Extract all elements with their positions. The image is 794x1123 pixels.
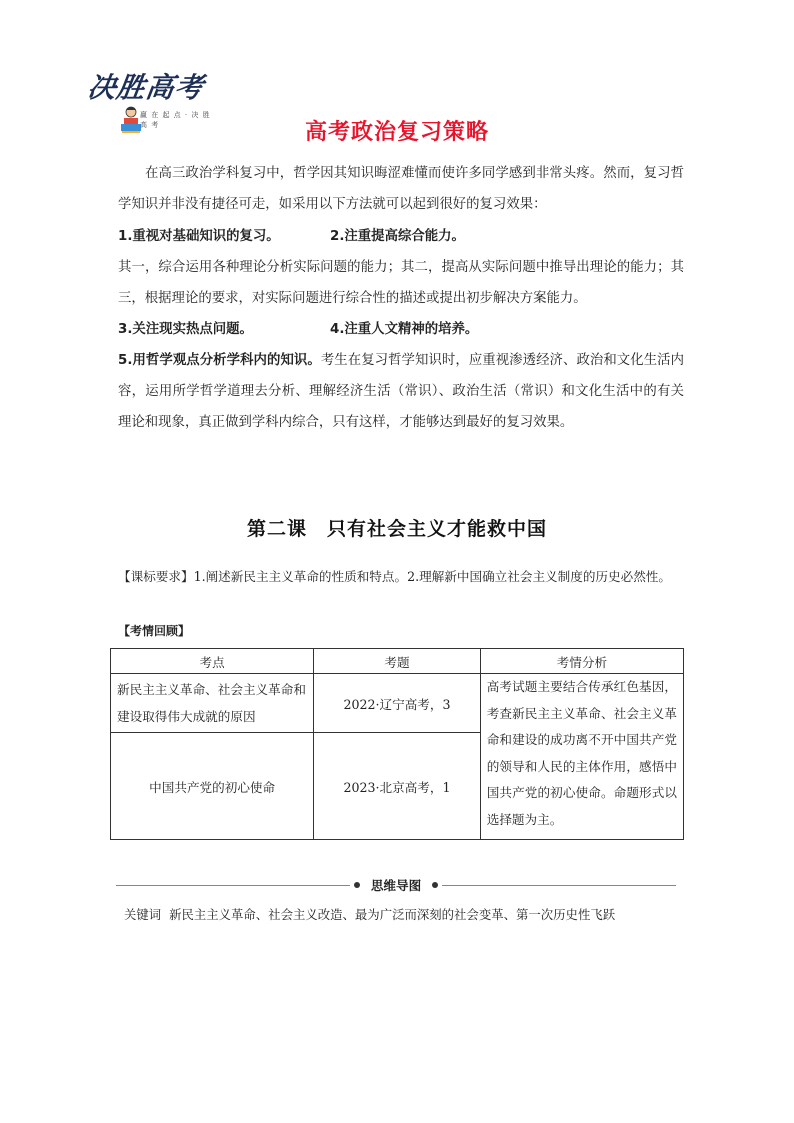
table-header-row	[111, 649, 684, 674]
strategy-item-3: 3.关注现实热点问题。	[118, 322, 253, 337]
intro-paragraph: 在高三政治学科复习中，哲学因其知识晦涩难懂而使许多同学感到非常头疼。然而，复习哲学知识并非没有捷径可走，如采用以下方法就可以起到很好的复习效果：	[118, 166, 684, 212]
divider-line-right	[442, 885, 676, 886]
table-header: 考题	[314, 649, 480, 674]
strategy-item-5: 5.用哲学观点分析学科内的知识。	[118, 353, 321, 368]
curriculum-requirement: 【课标要求】1.阐述新民主主义革命的性质和特点。2.理解新中国确立社会主义制度的历史必然性。	[118, 569, 671, 584]
strategy-item-2: 2.注重提高综合能力。	[330, 229, 465, 244]
page-title: 高考政治复习策略	[304, 120, 489, 145]
exam-review-table	[110, 648, 684, 840]
logo-tagline: 赢 在 起 点 · 决 胜 高 考	[140, 111, 211, 129]
table-cell-exam: 2022·辽宁高考，3	[314, 674, 480, 733]
table-row	[111, 674, 684, 733]
divider-dot-right	[432, 882, 438, 888]
table-header: 考点	[111, 649, 314, 674]
table-header: 考情分析	[480, 649, 683, 674]
strategy-item-4: 4.注重人文精神的培养。	[330, 322, 479, 337]
mindmap-divider	[116, 876, 676, 896]
exam-review-label: 【考情回顾】	[118, 624, 191, 638]
table-cell-point: 中国共产党的初心使命	[111, 733, 314, 840]
logo-text: 决胜高考	[85, 71, 207, 104]
lesson-title: 第二课 只有社会主义才能救中国	[246, 518, 547, 540]
strategy-item-5-paragraph	[118, 345, 684, 438]
ability-paragraph: 其一，综合运用各种理论分析实际问题的能力；其二，提高从实际问题中推导出理论的能力；其三，根据理论的要求，对实际问题进行综合性的描述或提出初步解决方案能力。	[118, 260, 684, 306]
strategy-item-1: 1.重视对基础知识的复习。	[118, 229, 280, 244]
strategy-item-5-body: 考生在复习哲学知识时，应重视渗透经济、政治和文化生活内容，运用所学哲学道理去分析、理解经济生活（常识）、政治生活（常识）和文化生活中的有关理论和现象，真正做到学科内综合，只有这样，才能够达到最好的复习效果。	[118, 353, 685, 430]
table-cell-analysis: 高考试题主要结合传承红色基因，考查新民主主义革命、社会主义革命和建设的成功离不开中国共产党的领导和人民的主体作用，感悟中国共产党的初心使命。命题形式以选择题为主。	[480, 674, 683, 840]
keywords-label: 关键词	[124, 907, 162, 922]
table-cell-exam: 2023·北京高考，1	[314, 733, 480, 840]
table-cell-point: 新民主主义革命、社会主义革命和建设取得伟大成就的原因	[111, 674, 314, 733]
mindmap-label: 思维导图	[370, 878, 422, 893]
keywords-line	[124, 904, 694, 926]
keywords-text: 新民主主义革命、社会主义改造、最为广泛而深刻的社会变革、第一次历史性飞跃	[169, 907, 616, 922]
